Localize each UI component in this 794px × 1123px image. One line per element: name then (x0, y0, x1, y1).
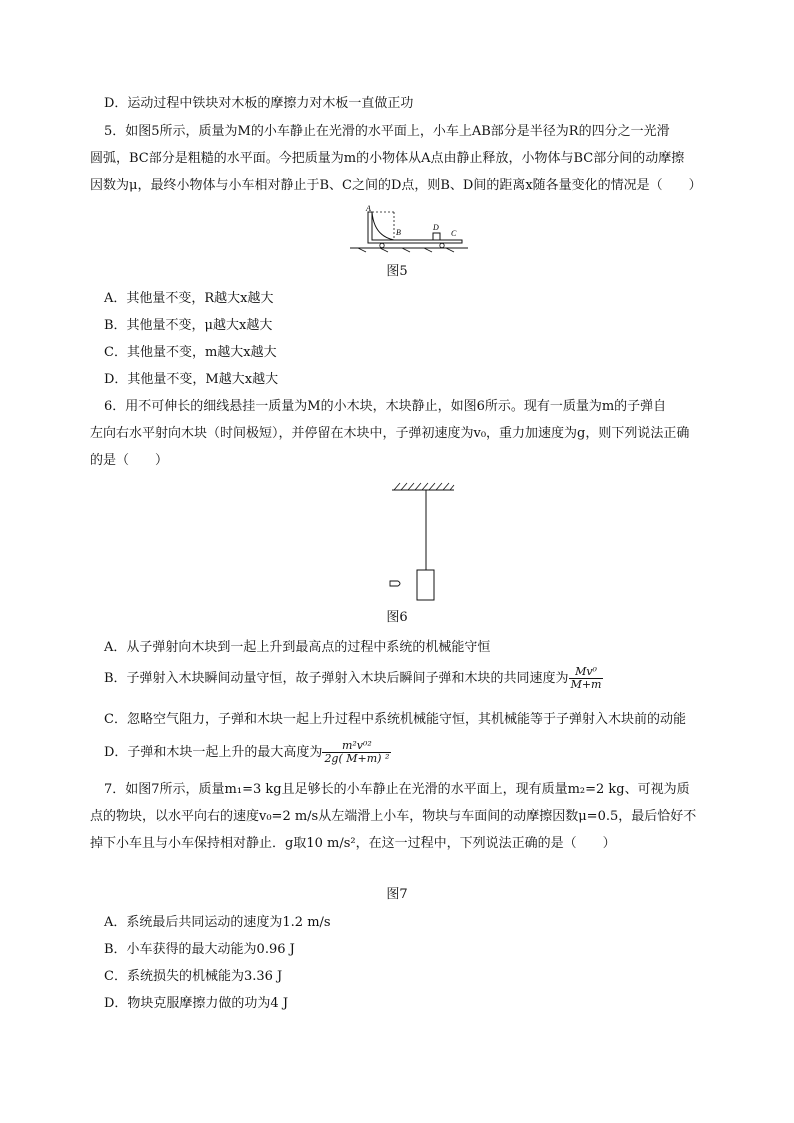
figure-6-caption: 图6 (386, 610, 408, 625)
fraction-denominator: M+m (570, 678, 602, 691)
q5-option-c: C．其他量不变，m越大x越大 (104, 345, 277, 360)
q6-line1: 6．用不可伸长的细线悬挂一质量为M的小木块，木块静止，如图6所示。现有一质量为m的子弹自 (104, 399, 667, 414)
q7-line1: 7．如图7所示，质量m₁=3 kg且足够长的小车静止在光滑的水平面上，现有质量m₂=2 kg、可视为质 (104, 782, 690, 797)
block-d (433, 233, 440, 240)
q6-line2: 左向右水平射向木块（时间极短），并停留在木块中，子弹初速度为v₀，重力加速度为g，则下列说法正确 (90, 426, 690, 441)
q6-option-b (104, 664, 603, 694)
figure-5-cart-diagram (350, 202, 468, 254)
q6-option-d-fraction (322, 740, 391, 765)
q7-option-b: B．小车获得的最大动能为0.96 J (104, 942, 295, 957)
label-b: B (396, 228, 401, 237)
q7-line2: 点的物块，以水平向右的速度v₀=2 m/s从左端滑上小车，物块与车面间的动摩擦因数μ=0.5，最后恰好不 (90, 809, 697, 824)
wooden-block (417, 570, 434, 600)
wheel-right (440, 243, 444, 247)
q6-option-c: C．忽略空气阻力，子弹和木块一起上升过程中系统机械能守恒，其机械能等于子弹射入木块前的动能 (104, 712, 686, 727)
prev-option-d: D．运动过程中铁块对木板的摩擦力对木板一直做正功 (104, 96, 414, 111)
q6-option-d-text: D．子弹和木块一起上升的最大高度为 (104, 745, 323, 760)
q7-line3: 掉下小车且与小车保持相对静止．g取10 m/s²，在这一过程中，下列说法正确的是（ ） (90, 836, 616, 851)
fraction-numerator: Mv⁰ (569, 666, 604, 679)
cart-body (368, 212, 462, 243)
bullet (390, 581, 400, 586)
q5-option-a: A．其他量不变，R越大x越大 (104, 291, 274, 306)
fraction-numerator: m²v⁰² (322, 740, 391, 753)
figure-7-caption: 图7 (386, 887, 408, 902)
q7-option-d: D．物块克服摩擦力做的功为4 J (104, 996, 289, 1011)
q5-option-d: D．其他量不变，M越大x越大 (104, 372, 279, 387)
q7-option-a: A．系统最后共同运动的速度为1.2 m/s (104, 915, 331, 930)
q5-line3: 因数为μ，最终小物体与小车相对静止于B、C之间的D点，则B、D间的距离x随各量变化的情况是（ ） (90, 178, 702, 193)
q7-option-c: C．系统损失的机械能为3.36 J (104, 969, 283, 984)
label-c: C (451, 229, 457, 238)
wheel-left (380, 243, 384, 247)
figure-6-pendulum-diagram (384, 480, 456, 602)
q5-option-b: B．其他量不变，μ越大x越大 (104, 318, 273, 333)
fraction-denominator: 2g( M+m) ² (324, 752, 390, 765)
q6-option-b-text: B．子弹射入木块瞬间动量守恒，故子弹射入木块后瞬间子弹和木块的共同速度为 (104, 671, 569, 686)
q5-line2: 圆弧，BC部分是粗糙的水平面。今把质量为m的小物体从A点由静止释放，小物体与BC部分间的动摩擦 (90, 151, 685, 166)
label-a: A (366, 204, 371, 213)
q6-option-d (104, 738, 391, 768)
arc-ab (372, 212, 394, 240)
q6-line3: 的是（ ） (90, 453, 169, 468)
label-d: D (433, 223, 439, 232)
q6-option-b-fraction (569, 666, 604, 691)
q6-option-a: A．从子弹射向木块到一起上升到最高点的过程中系统的机械能守恒 (104, 640, 491, 655)
q5-line1: 5．如图5所示，质量为M的小车静止在光滑的水平面上，小车上AB部分是半径为R的四分之一光滑 (104, 124, 670, 139)
figure-5-caption: 图5 (386, 264, 408, 279)
